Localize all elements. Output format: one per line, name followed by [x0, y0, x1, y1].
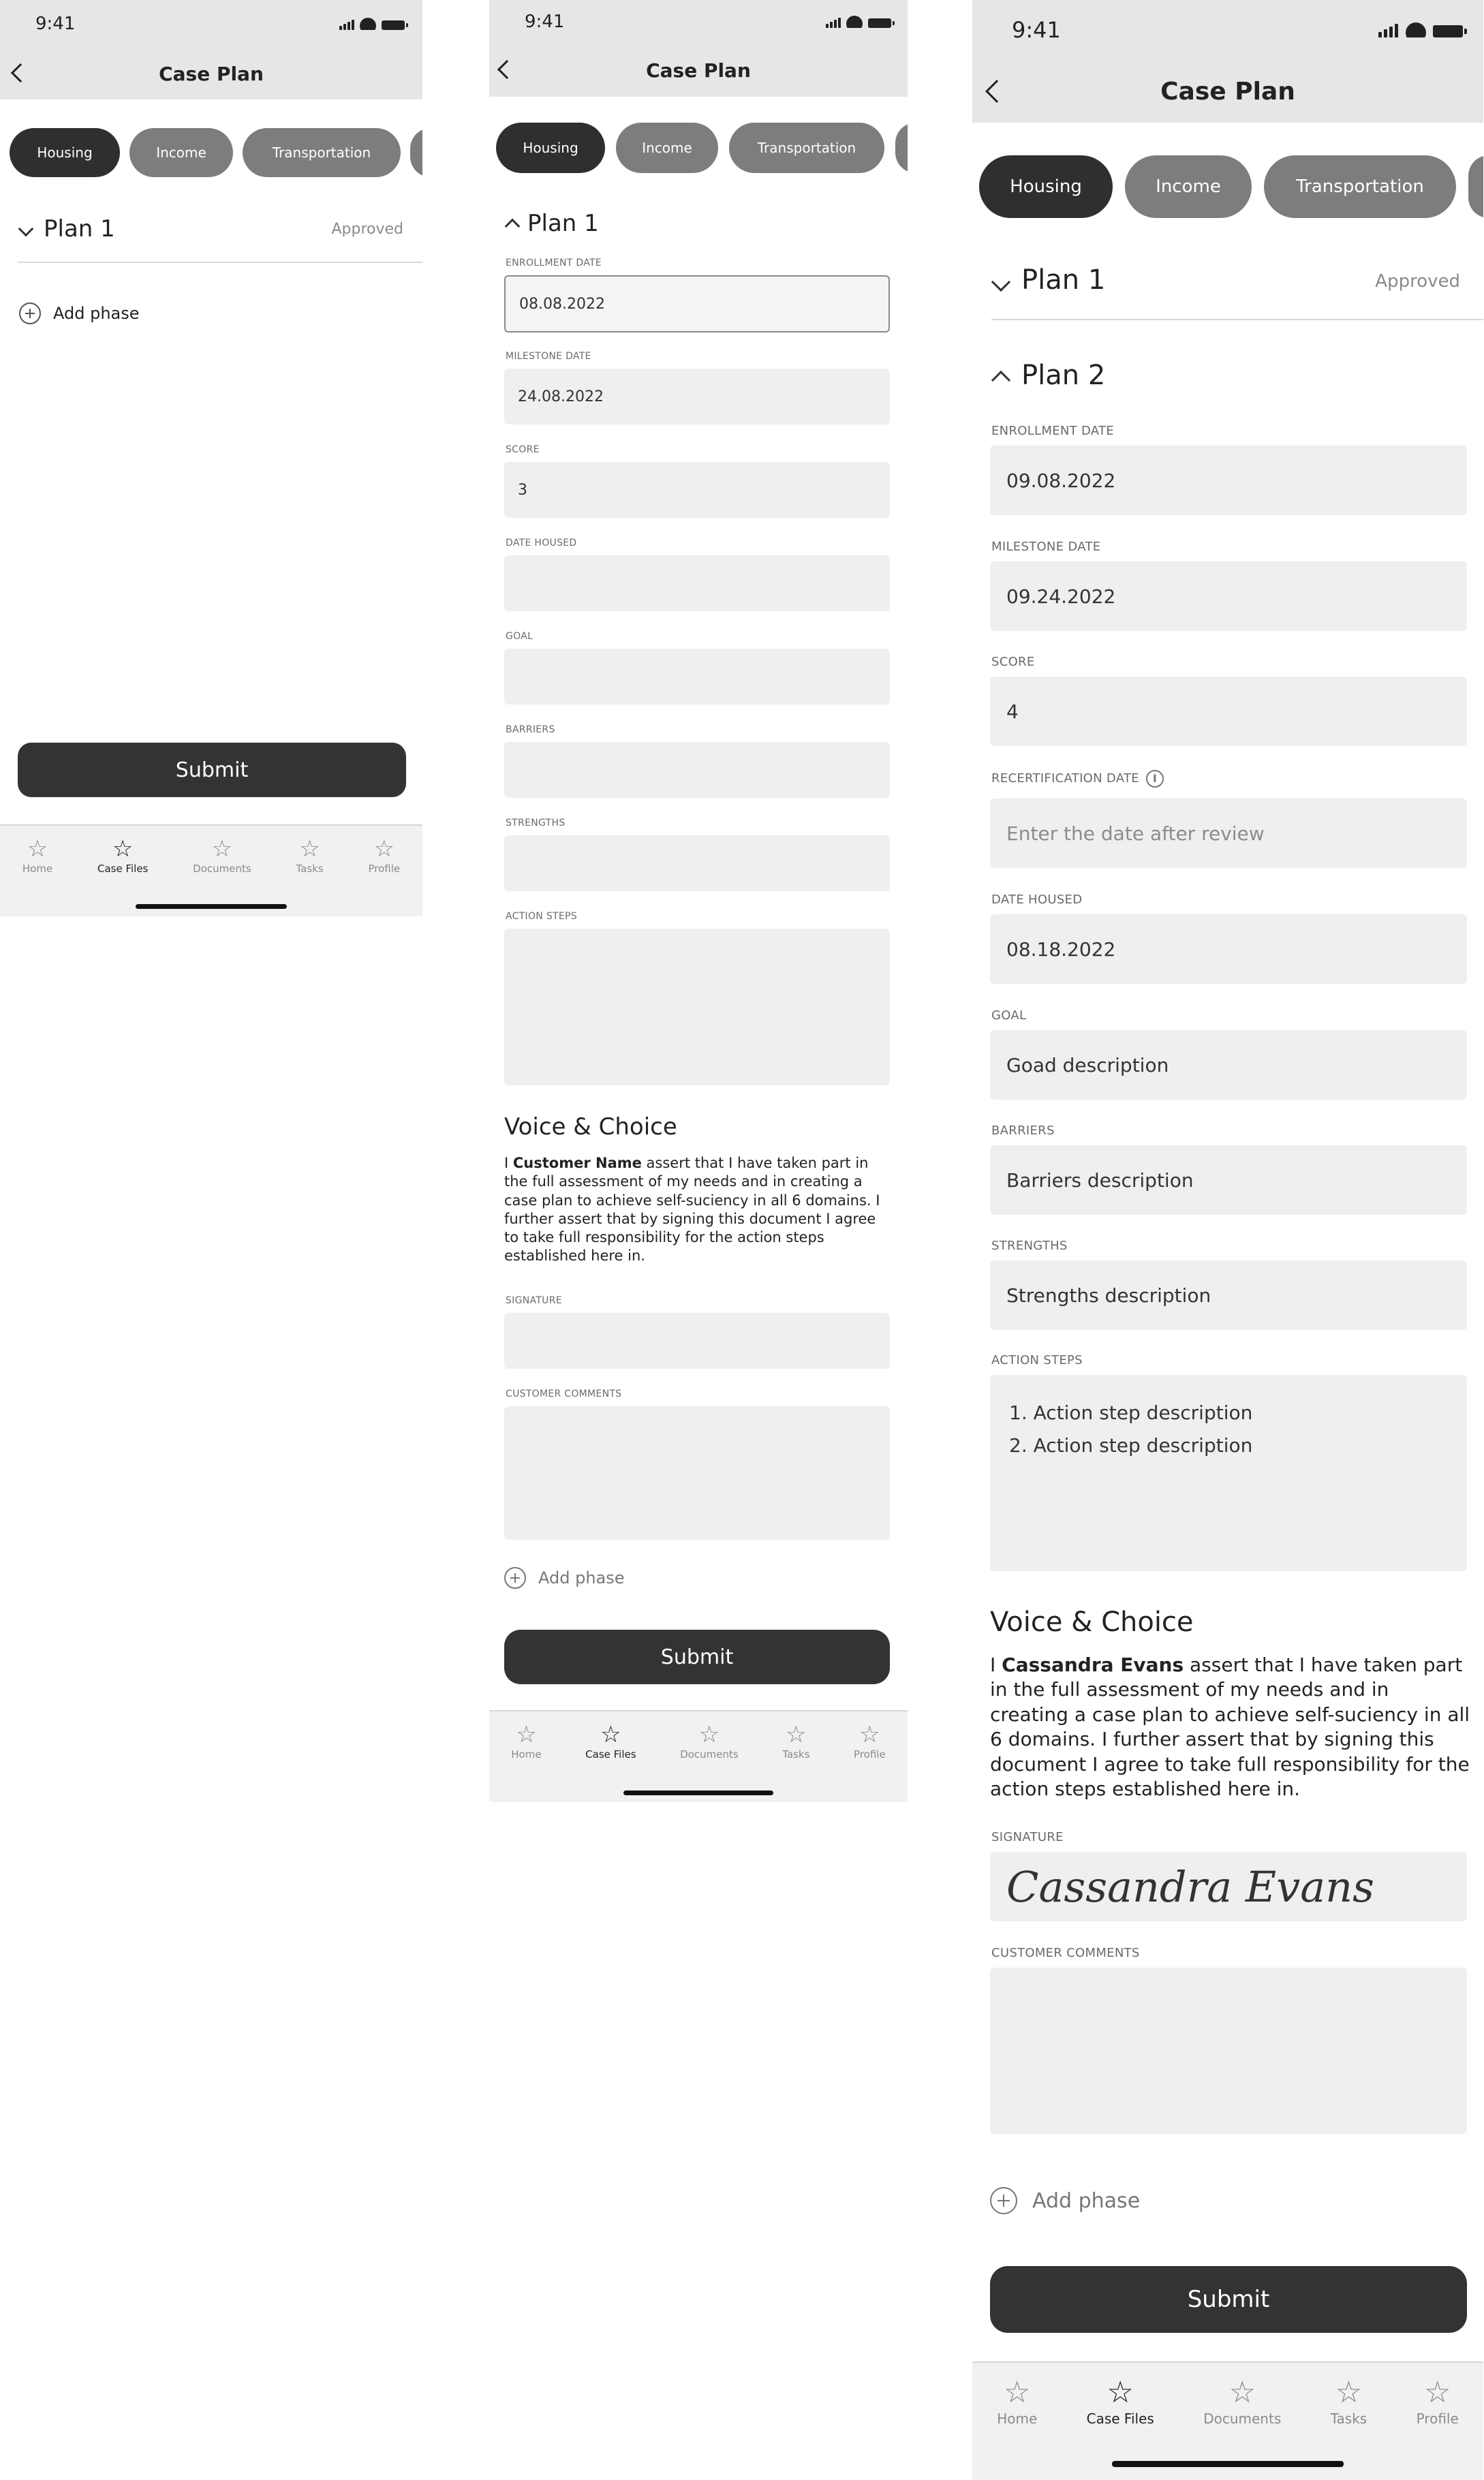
chip-transportation[interactable]: Transportation	[729, 123, 884, 173]
action-step-item: 2. Action step description	[1009, 1433, 1253, 1457]
add-phase-button[interactable]	[504, 1567, 625, 1589]
enrollment-date-field[interactable]: 09.08.2022	[990, 446, 1467, 515]
tab-profile[interactable]: ☆ Profile	[854, 1721, 886, 1761]
screen-case-plan-collapsed	[0, 0, 422, 916]
signature-field[interactable]	[504, 1313, 890, 1369]
wifi-icon	[360, 18, 376, 30]
screen-case-plan-expanded	[489, 0, 908, 1802]
chevron-down-icon[interactable]	[991, 273, 1010, 292]
chip-income[interactable]: Income	[1125, 155, 1252, 218]
star-icon: ☆	[786, 1721, 807, 1748]
divider	[991, 319, 1483, 320]
tab-bar	[972, 2361, 1483, 2480]
date-housed-field[interactable]	[504, 555, 890, 611]
customer-comments-label: CUSTOMER COMMENTS	[506, 1389, 622, 1399]
tab-bar	[0, 824, 422, 916]
chip-more[interactable]	[895, 123, 908, 173]
chevron-up-icon[interactable]	[991, 371, 1010, 390]
tab-documents[interactable]: ☆ Documents	[1203, 2375, 1282, 2427]
chip-housing[interactable]: Housing	[979, 155, 1113, 218]
nav-bar	[489, 44, 908, 97]
chevron-down-icon[interactable]	[18, 221, 34, 237]
page-title: Case Plan	[1160, 77, 1295, 106]
battery-icon	[1433, 25, 1463, 37]
tab-case-files[interactable]: ☆ Case Files	[97, 835, 149, 875]
barriers-label: BARRIERS	[506, 724, 555, 735]
star-icon: ☆	[516, 1721, 537, 1748]
voice-choice-statement: I Customer Name assert that I have taken part in the full assessment of my needs and in creating a case plan to achieve self-suciency in all 6 domains. I further assert that by signing this document I agree to take full responsibility for the action steps established here in.	[504, 1155, 880, 1265]
add-phase-label: Add phase	[1032, 2188, 1141, 2213]
battery-icon	[868, 18, 891, 28]
plus-circle-icon	[19, 303, 41, 324]
nav-bar	[972, 60, 1483, 123]
screen-case-plan-filled	[972, 0, 1483, 2480]
home-indicator	[136, 904, 287, 909]
action-steps-label: ACTION STEPS	[506, 911, 577, 922]
plan-1-title[interactable]: Plan 1	[1021, 264, 1106, 296]
milestone-date-label: MILESTONE DATE	[506, 351, 591, 362]
wifi-icon	[846, 16, 863, 28]
goal-field[interactable]: Goad description	[990, 1030, 1467, 1100]
plus-circle-icon	[504, 1567, 526, 1589]
status-bar	[972, 0, 1483, 60]
strengths-label: STRENGTHS	[991, 1239, 1068, 1253]
status-badge: Approved	[331, 221, 403, 238]
voice-choice-statement: I Cassandra Evans assert that I have taken part in the full assessment of my needs and in creating a case plan to achieve self-suciency in all 6 domains. I further assert that by signing this document I agree to take full responsibility for the action steps established here in.	[990, 1654, 1470, 1800]
chip-transportation[interactable]: Transportation	[1264, 155, 1456, 218]
tab-profile[interactable]: ☆ Profile	[1416, 2375, 1459, 2427]
cellular-signal-icon	[1378, 24, 1400, 37]
chevron-up-icon[interactable]	[505, 219, 521, 234]
chip-transportation[interactable]: Transportation	[243, 128, 401, 177]
milestone-date-field[interactable]: 24.08.2022	[504, 369, 890, 424]
back-chevron-icon[interactable]	[497, 60, 516, 79]
divider	[18, 262, 422, 263]
customer-comments-label: CUSTOMER COMMENTS	[991, 1946, 1140, 1960]
action-step-item: 1. Action step description	[1009, 1401, 1253, 1424]
customer-comments-field[interactable]	[990, 1968, 1467, 2134]
star-icon: ☆	[27, 835, 48, 863]
star-icon: ☆	[299, 835, 320, 863]
recertification-date-field[interactable]	[990, 799, 1467, 868]
star-icon: ☆	[859, 1721, 880, 1748]
action-steps-label: ACTION STEPS	[991, 1353, 1083, 1367]
star-icon: ☆	[1335, 2375, 1363, 2410]
chip-income[interactable]: Income	[129, 128, 233, 177]
chip-more[interactable]	[410, 128, 422, 177]
info-icon[interactable]: I	[1146, 770, 1164, 788]
tab-bar	[489, 1710, 908, 1802]
enrollment-date-label: ENROLLMENT DATE	[991, 424, 1114, 438]
strengths-label: STRENGTHS	[506, 818, 566, 828]
strengths-field[interactable]	[504, 835, 890, 891]
star-icon: ☆	[1228, 2375, 1256, 2410]
add-phase-button[interactable]	[990, 2187, 1140, 2214]
tab-home[interactable]: ☆ Home	[22, 835, 53, 875]
star-icon: ☆	[600, 1721, 621, 1748]
star-icon: ☆	[698, 1721, 720, 1748]
star-icon: ☆	[211, 835, 233, 863]
signature-field[interactable]	[990, 1852, 1467, 1921]
tab-documents[interactable]: ☆ Documents	[680, 1721, 739, 1761]
chip-more[interactable]	[1468, 155, 1483, 218]
star-icon: ☆	[373, 835, 395, 863]
submit-button[interactable]: Submit	[990, 2266, 1467, 2333]
status-bar	[489, 0, 908, 44]
cellular-signal-icon	[339, 20, 356, 30]
milestone-date-field[interactable]: 09.24.2022	[990, 561, 1467, 631]
barriers-field[interactable]	[504, 742, 890, 798]
back-chevron-icon[interactable]	[985, 80, 1008, 103]
customer-name: Customer Name	[512, 1155, 642, 1171]
plan-1-title[interactable]: Plan 1	[527, 210, 599, 237]
tab-tasks[interactable]: ☆ Tasks	[296, 835, 324, 875]
page-title: Case Plan	[646, 59, 751, 82]
star-icon: ☆	[1107, 2375, 1134, 2410]
tab-home[interactable]: ☆ Home	[997, 2375, 1038, 2427]
star-icon: ☆	[112, 835, 134, 863]
score-label: SCORE	[506, 444, 540, 455]
score-field[interactable]: 4	[990, 677, 1467, 746]
enrollment-date-label: ENROLLMENT DATE	[506, 258, 602, 268]
goal-field[interactable]	[504, 649, 890, 704]
signature-label: SIGNATURE	[991, 1830, 1064, 1844]
plan-1-title[interactable]: Plan 1	[44, 215, 115, 243]
barriers-label: BARRIERS	[991, 1123, 1055, 1138]
battery-icon	[382, 20, 405, 30]
back-chevron-icon[interactable]	[11, 63, 30, 82]
tab-tasks[interactable]: ☆ Tasks	[782, 1721, 810, 1761]
page-title: Case Plan	[159, 62, 264, 85]
submit-button[interactable]: Submit	[18, 743, 406, 797]
milestone-date-label: MILESTONE DATE	[991, 540, 1101, 554]
add-phase-label: Add phase	[53, 304, 140, 323]
home-indicator	[1112, 2461, 1344, 2467]
star-icon: ☆	[1003, 2375, 1031, 2410]
chip-housing[interactable]: Housing	[10, 128, 120, 177]
star-icon: ☆	[1423, 2375, 1451, 2410]
signature-value: Cassandra Evans	[1006, 1861, 1374, 1912]
customer-name: Cassandra Evans	[1002, 1654, 1184, 1676]
enrollment-date-field[interactable]: 08.08.2022	[504, 275, 890, 332]
date-housed-label: DATE HOUSED	[991, 893, 1083, 907]
tab-case-files[interactable]: ☆ Case Files	[1086, 2375, 1154, 2427]
tab-case-files[interactable]: ☆ Case Files	[585, 1721, 636, 1761]
voice-choice-title: Voice & Choice	[990, 1607, 1194, 1638]
cellular-signal-icon	[826, 18, 842, 28]
tab-tasks[interactable]: ☆ Tasks	[1330, 2375, 1367, 2427]
plus-circle-icon	[990, 2187, 1017, 2214]
goal-label: GOAL	[991, 1008, 1027, 1023]
goal-label: GOAL	[506, 631, 534, 642]
action-steps-field[interactable]	[504, 929, 890, 1085]
submit-button[interactable]: Submit	[504, 1630, 890, 1684]
recertification-date-label: RECERTIFICATION DATE I	[991, 770, 1164, 788]
barriers-field[interactable]: Barriers description	[990, 1145, 1467, 1215]
tab-profile[interactable]: ☆ Profile	[368, 835, 401, 875]
add-phase-button[interactable]	[19, 303, 140, 324]
status-time: 9:41	[525, 12, 565, 32]
status-bar	[0, 0, 422, 48]
customer-comments-field[interactable]	[504, 1406, 890, 1540]
recertification-date-placeholder: Enter the date after review	[1006, 822, 1265, 845]
tab-documents[interactable]: ☆ Documents	[193, 835, 251, 875]
date-housed-field[interactable]: 08.18.2022	[990, 914, 1467, 984]
score-label: SCORE	[991, 655, 1035, 669]
wifi-icon	[1406, 22, 1426, 37]
action-steps-field[interactable]	[990, 1375, 1467, 1571]
status-time: 9:41	[35, 14, 76, 34]
nav-bar	[0, 48, 422, 99]
tab-home[interactable]: ☆ Home	[511, 1721, 542, 1761]
strengths-field[interactable]: Strengths description	[990, 1260, 1467, 1330]
signature-label: SIGNATURE	[506, 1295, 562, 1306]
chip-housing[interactable]: Housing	[496, 123, 605, 173]
add-phase-label: Add phase	[538, 1568, 625, 1587]
home-indicator	[623, 1791, 773, 1795]
chip-income[interactable]: Income	[616, 123, 718, 173]
voice-choice-title: Voice & Choice	[504, 1113, 677, 1141]
status-badge: Approved	[1375, 271, 1460, 292]
status-time: 9:41	[1012, 17, 1061, 43]
date-housed-label: DATE HOUSED	[506, 538, 577, 548]
score-field[interactable]: 3	[504, 462, 890, 518]
plan-2-title[interactable]: Plan 2	[1021, 360, 1106, 391]
